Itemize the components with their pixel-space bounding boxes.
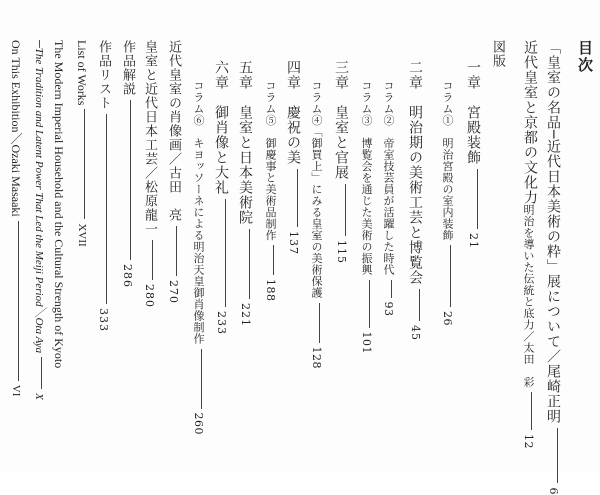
toc-entry-page: 270 (167, 280, 180, 304)
toc-entry-title: 近代皇室と京都の文化力 (522, 40, 538, 205)
toc-entry-page: 128 (310, 346, 323, 369)
toc-entry[interactable] (383, 80, 394, 317)
toc-entry[interactable] (361, 80, 372, 354)
toc-entry-page: X (33, 393, 45, 400)
toc-entry-title: 一章 宮殿装飾 (465, 60, 481, 165)
toc-entry-page: 260 (192, 412, 205, 435)
toc-entry-title: 四章 慶祝の美 (285, 60, 301, 165)
toc-entry-title: コラム② 帝室技芸員が活躍した時代 (382, 80, 395, 276)
toc-entry-page: 45 (409, 325, 422, 341)
toc-entry-subtitle: ─The Tradition and Latent Power That Led the Meiji Period／Ota Aya (33, 40, 45, 354)
toc-entry[interactable] (408, 60, 422, 341)
leader-line (531, 392, 532, 430)
leader-line (130, 100, 131, 260)
toc-entry[interactable] (121, 40, 134, 288)
toc-entry[interactable] (53, 40, 65, 368)
leader-line (249, 229, 250, 299)
toc-entry-title: On This Exhibition／Ozaki Masaaki (9, 40, 23, 217)
leader-line (297, 169, 298, 227)
toc-entry[interactable] (334, 60, 348, 264)
toc-entry-title: The Modern Imperial Household and the Cultural Strength of Kyoto (52, 40, 66, 369)
toc-entry-page: 188 (264, 279, 277, 302)
toc-entry-page: 21 (467, 233, 480, 249)
toc-entry[interactable] (10, 40, 22, 396)
toc-entry[interactable] (76, 40, 88, 247)
toc-entry-title: コラム⑤ 御慶事と美術品制作 (264, 80, 277, 241)
leader-line (391, 280, 392, 298)
toc-entry-subtitle-line (523, 204, 534, 449)
leader-line (450, 245, 451, 307)
toc-entry-page: 137 (287, 231, 300, 255)
toc-entry-title: コラム① 明治宮殿の室内装飾 (441, 80, 454, 241)
leader-line (477, 169, 478, 229)
toc-entry-title: コラム⑥ キヨッソーネによる明治天皇御肖像制作 (192, 80, 205, 345)
leader-line (273, 245, 274, 275)
leader-line (201, 349, 202, 409)
leader-line (106, 114, 107, 304)
toc-entry-title: 二章 明治期の美術工芸と博覧会 (407, 60, 423, 285)
section-heading: 図版 (490, 40, 505, 68)
toc-entry-title: 六章 御肖像と大礼 (213, 60, 229, 195)
leader-line (345, 184, 346, 236)
toc-entry[interactable] (311, 80, 322, 369)
leader-line (225, 199, 226, 307)
leader-line (152, 240, 153, 280)
toc-entry[interactable] (286, 60, 300, 255)
toc-entry-page: XVII (76, 223, 88, 247)
toc-entry-page: 26 (441, 311, 454, 326)
leader-line (319, 303, 320, 343)
toc-title: 目次 (576, 40, 594, 74)
toc-entry-title: 「皇室の名品─近代日本美術の粋」展について／尾崎正明 (545, 40, 561, 425)
toc-entry-title: コラム④「御買上」にみる皇室の美術保護 (310, 80, 323, 299)
leader-line (419, 289, 420, 321)
toc-entry-subtitle: 明治を導いた伝統と底力／太田 彩 (522, 204, 535, 388)
toc-entry-page: 286 (121, 264, 134, 288)
leader-line (84, 109, 85, 219)
toc-entry[interactable] (442, 80, 453, 326)
toc-entry-page: 12 (522, 434, 535, 449)
toc-entry[interactable] (193, 80, 204, 435)
toc-entry[interactable] (97, 40, 110, 332)
toc-entry-page: VI (10, 384, 22, 397)
toc-entry-title: 作品解説 (120, 40, 135, 96)
toc-entry-page: 280 (143, 284, 156, 308)
leader-line (369, 280, 370, 328)
toc-entry-page: 333 (97, 308, 110, 332)
leader-line (557, 428, 558, 483)
toc-entry-title: 近代皇室の肖像画／古田 亮 (166, 40, 181, 222)
toc-entry-page: 6 (547, 487, 560, 495)
toc-entry-title: 皇室と近代日本工芸／松原龍一 (142, 40, 157, 236)
toc-entry-page: 93 (382, 301, 395, 317)
toc-entry[interactable] (265, 80, 276, 302)
toc-entry[interactable] (238, 60, 252, 327)
toc-entry-page: 221 (239, 303, 252, 327)
leader-line (41, 357, 42, 389)
toc-entry-title: List of Works (75, 40, 89, 106)
toc-entry-page: 101 (360, 331, 373, 354)
toc-entry-page: 233 (215, 311, 228, 335)
leader-line (176, 226, 177, 276)
toc-entry[interactable] (214, 60, 228, 335)
toc-entry-title: 作品リスト (96, 40, 111, 110)
toc-entry-title: コラム③ 博覧会を通じた美術の振興 (360, 80, 373, 276)
toc-entry[interactable] (466, 60, 480, 249)
leader-line (18, 221, 19, 381)
toc-entry[interactable] (167, 40, 180, 304)
toc-entry[interactable] (546, 40, 560, 495)
toc-entry-title: 五章 皇室と日本美術院 (237, 60, 253, 225)
toc-entry-subtitle-line (33, 40, 44, 400)
toc-entry-page: 115 (335, 240, 348, 264)
toc-entry[interactable] (143, 40, 156, 308)
toc-entry-title: 三章 皇室と官展 (333, 60, 349, 180)
toc-entry[interactable] (523, 40, 537, 205)
